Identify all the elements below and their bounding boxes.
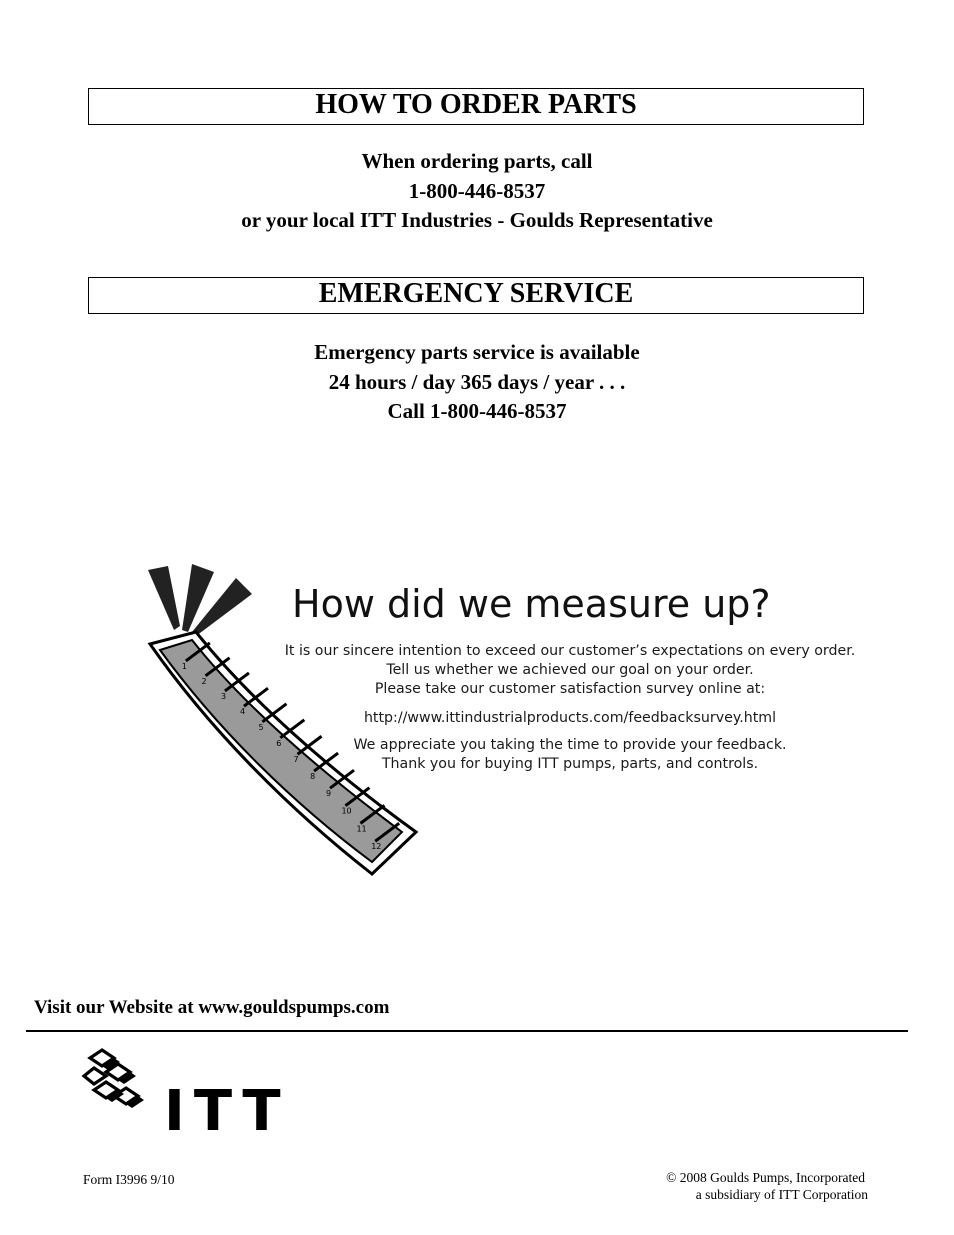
copyright-line: © 2008 Goulds Pumps, Incorporated — [666, 1170, 865, 1185]
footer-divider — [26, 1030, 908, 1032]
ruler-number: 10 — [341, 806, 352, 816]
ruler-number: 1 — [181, 661, 187, 671]
emergency-line: 24 hours / day 365 days / year . . . — [328, 369, 626, 394]
copyright-line: a subsidiary of ITT Corporation — [695, 1187, 868, 1202]
survey-url[interactable]: http://www.ittindustrialproducts.com/feedbacksurvey.html — [363, 710, 777, 726]
ruler-number: 6 — [276, 738, 282, 748]
order-parts-text — [0, 147, 954, 236]
form-number: Form I3996 9/10 — [83, 1172, 175, 1187]
survey-heading: How did we measure up? — [292, 582, 771, 626]
ruler-number: 11 — [356, 824, 367, 834]
ruler-number: 7 — [293, 755, 299, 765]
emergency-phone: Call 1-800-446-8537 — [387, 399, 567, 423]
survey-line: Tell us whether we achieved our goal on your order. — [386, 662, 754, 678]
survey-line: Please take our customer satisfaction survey online at: — [374, 681, 766, 697]
survey-line: It is our sincere intention to exceed our customer’s expectations on every order. — [284, 643, 856, 659]
ruler-number: 9 — [326, 789, 332, 799]
ruler-number: 5 — [258, 722, 264, 732]
itt-logo-icon — [80, 1046, 150, 1116]
ruler-number: 4 — [239, 707, 246, 717]
emergency-service-text — [0, 338, 954, 427]
ruler-number: 2 — [201, 676, 207, 686]
emergency-line: Emergency parts service is available — [314, 340, 640, 364]
survey-line: We appreciate you taking the time to provide your feedback. — [353, 737, 787, 753]
burst-ray — [148, 566, 180, 630]
order-parts-heading: HOW TO ORDER PARTS — [88, 88, 864, 125]
itt-wordmark: ITT — [164, 1079, 290, 1144]
ruler-number: 12 — [371, 842, 382, 852]
survey-line: Thank you for buying ITT pumps, parts, and controls. — [381, 756, 759, 772]
order-parts-phone: 1-800-446-8537 — [408, 178, 546, 203]
website-link[interactable]: Visit our Website at www.gouldspumps.com — [34, 997, 390, 1018]
order-parts-line: or your local ITT Industries - Goulds Representative — [241, 208, 713, 232]
emergency-service-heading: EMERGENCY SERVICE — [88, 277, 864, 314]
ruler-number: 8 — [310, 772, 316, 782]
order-parts-line: When ordering parts, call — [361, 149, 593, 173]
ruler-number: 3 — [220, 691, 227, 701]
